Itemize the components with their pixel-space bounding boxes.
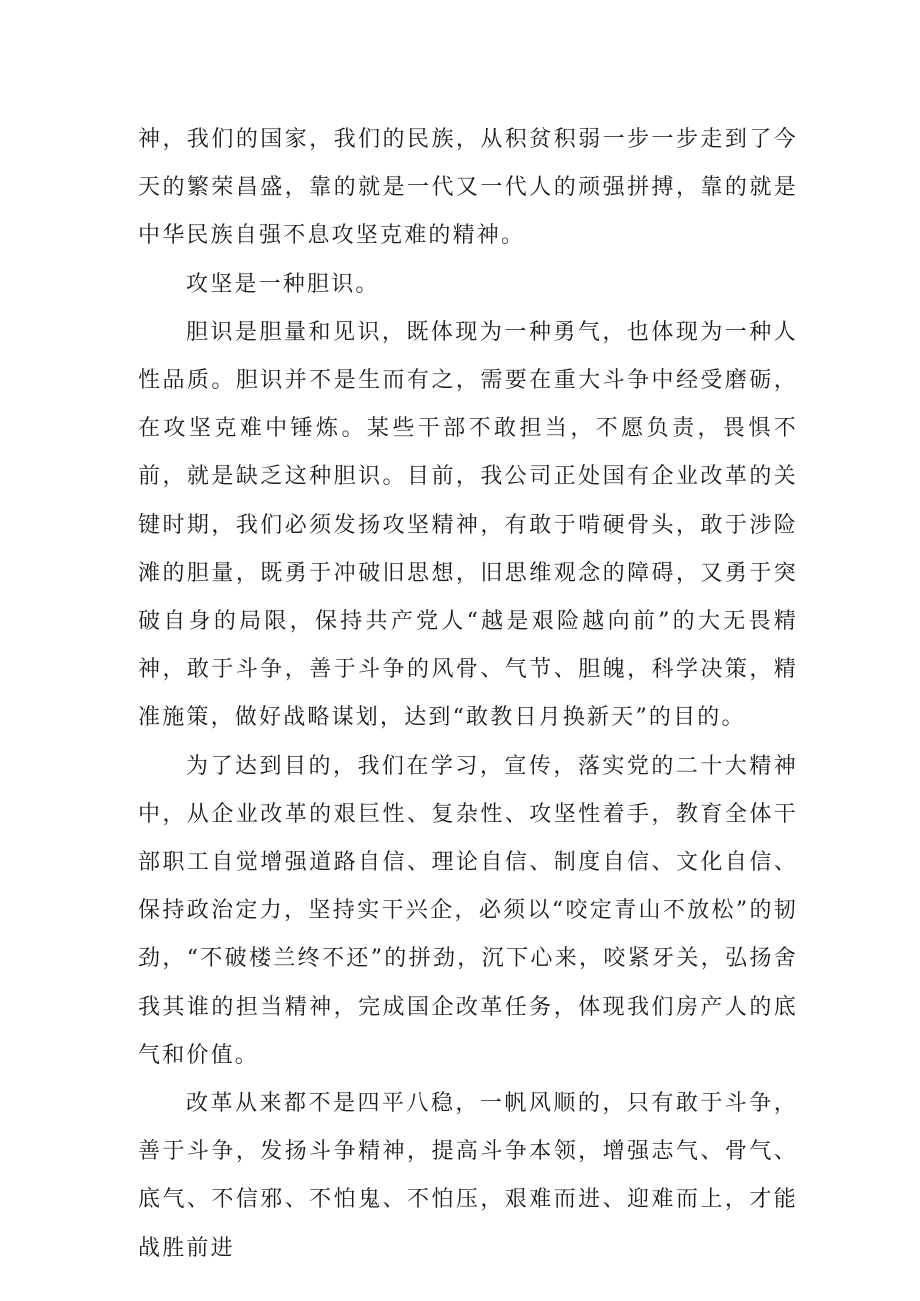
paragraph-courage-and-insight: 胆识是胆量和见识，既体现为一种勇气，也体现为一种人性品质。胆识并不是生而有之，需要在重大斗争中经受磨砺，在攻坚克难中锤炼。某些干部不敢担当，不愿负责，畏惧不前，就是缺乏这种胆识。目前，我公司正处国有企业改革的关键时期，我们必须发扬攻坚精神，有敢于啃硬骨头，敢于涉险滩的胆量，既勇于冲破旧思想，旧思维观念的障碍，又勇于突破自身的局限，保持共产党人“越是艰险越向前”的大无畏精神，敢于斗争，善于斗争的风骨、气节、胆魄，科学决策，精准施策，做好战略谋划，达到“敢教日月换新天”的目的。 [138, 319, 798, 731]
paragraph-continuation: 神，我们的国家，我们的民族，从积贫积弱一步一步走到了今天的繁荣昌盛，靠的就是一代又一代人的顽强拼搏，靠的就是中华民族自强不息攻坚克难的精神。 [138, 127, 798, 249]
paragraph-reform: 改革从来都不是四平八稳，一帆风顺的，只有敢于斗争，善于斗争，发扬斗争精神，提高斗争本领，增强志气、骨气、底气、不信邪、不怕鬼、不怕压，艰难而进、迎难而上，才能战胜前进 [138, 1091, 798, 1261]
paragraph-purpose: 为了达到目的，我们在学习，宣传，落实党的二十大精神中，从企业改革的艰巨性、复杂性、攻坚性着手，教育全体干部职工自觉增强道路自信、理论自信、制度自信、文化自信、保持政治定力，坚持实干兴企，必须以“咬定青山不放松”的韧劲，“不破楼兰终不还”的拼劲，沉下心来，咬紧牙关，弘扬舍我其谁的担当精神，完成国企改革任务，体现我们房产人的底气和价值。 [138, 753, 798, 1068]
document-body [138, 116, 798, 1273]
paragraph-heading-courage: 攻坚是一种胆识。 [186, 271, 380, 297]
